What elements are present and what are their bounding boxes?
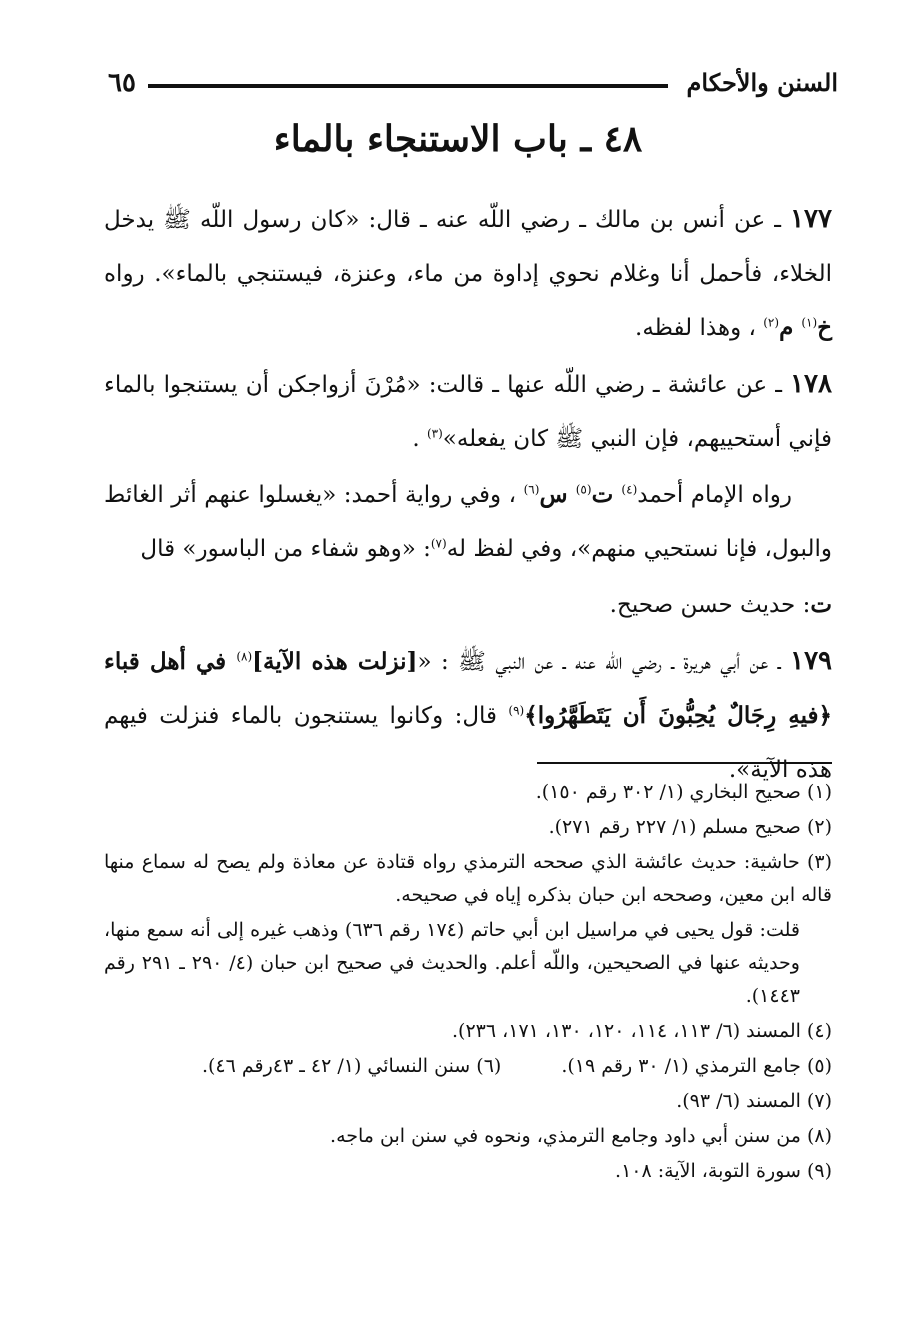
footnote-5-6-row	[104, 1050, 832, 1083]
narration-text: رواه الإمام أحمد	[637, 482, 792, 508]
footnote-4: (٤) المسند (٦/ ١١٣، ١١٤، ١٢٠، ١٣٠، ١٧١، ٢٣٦).	[452, 1020, 832, 1042]
narration-paragraph	[104, 468, 832, 576]
footnote-3: (٣) حاشية: حديث عائشة الذي صححه الترمذي رواه قتادة عن معاذة ولم يصح له سماع منها قاله ابن معين، وصححه ابن حبان بذكره إياه في صحيحه.	[104, 851, 832, 906]
footnotes	[104, 776, 832, 1190]
footnote-ref: (٦)	[523, 482, 540, 497]
footnote-7: (٧) المسند (٦/ ٩٣).	[676, 1090, 832, 1112]
hadith-text: ـ عن أنس بن مالك ـ رضي اللّه عنه ـ قال: «كان رسول اللّه ﷺ يدخل الخلاء، فأحمل أنا وغلام نحوي إداوة من ماء، وعنزة، فيستنجي بالماء». رواه	[104, 207, 832, 287]
narration-text: : «وهو شفاء من الباسور» قال	[140, 536, 431, 562]
footnote-ref: (٨)	[236, 649, 253, 664]
hadith-text: ـ عن عائشة ـ رضي اللّه عنها ـ قالت: «مُرْنَ أزواجكن أن يستنجوا بالماء فإني أستحييهم، فإن النبي ﷺ كان يفعله»	[104, 372, 832, 452]
hadith-tail: .	[412, 426, 427, 452]
footnote-6: (٦) سنن النسائي (١/ ٤٢ ـ ٤٣رقم ٤٦).	[201, 1055, 502, 1077]
footnote-5: (٥) جامع الترمذي (١/ ٣٠ رقم ١٩).	[561, 1055, 832, 1077]
footnote-ref: (٤)	[621, 482, 638, 497]
book-title: السنن والأحكام	[686, 68, 838, 97]
source-ref: س	[539, 481, 576, 508]
hadith-number: ١٧٨	[790, 369, 832, 399]
footnote-ref: (٩)	[508, 703, 525, 718]
hadith-178	[104, 357, 832, 466]
chapter-title: ٤٨ ـ باب الاستنجاء بالماء	[273, 118, 643, 160]
hadith-text: ـ عن أبي هريرة ـ رضي اللّه عنه ـ عن النبي ﷺ : «	[417, 649, 791, 675]
footnote-divider	[537, 762, 832, 764]
hadith-number: ١٧٩	[790, 646, 833, 676]
source-ref: خ	[817, 314, 832, 341]
page-header	[108, 68, 838, 108]
grading-text: : حديث حسن صحيح.	[609, 592, 811, 618]
footnote-ref: (٧)	[430, 536, 447, 551]
footnote-1: (١) صحيح البخاري (١/ ٣٠٢ رقم ١٥٠).	[535, 781, 832, 803]
source-ref: ت	[591, 481, 622, 508]
footnote-3-continued: قلت: قول يحيى في مراسيل ابن أبي حاتم (١٧٤ رقم ٦٣٦) وذهب غيره إلى أنه سمع منها، وحديثه عنها في الصحيحين، واللّه أعلم. والحديث في صحيح ابن حبان (٤/ ٢٩٠ ـ ٢٩١ رقم ١٤٤٣).	[104, 919, 800, 1007]
bracketed-text: [نزلت هذه الآية]	[252, 648, 418, 675]
footnote-2: (٢) صحيح مسلم (١/ ٢٢٧ رقم ٢٧١).	[548, 816, 832, 838]
header-rule	[148, 84, 668, 88]
grading-line	[104, 578, 832, 632]
quran-verse: في أهل قباء ﴿فيهِ رِجَالٌ يُحِبُّونَ أَن يَتَطَهَّرُوا﴾	[104, 648, 832, 729]
hadith-text: قال: وكانوا يستنجون بالماء فنزلت فيهم هذه الآية».	[104, 703, 832, 783]
footnote-ref: (٢)	[763, 315, 780, 330]
hadith-number: ١٧٧	[790, 204, 832, 234]
narration-text: ، وفي رواية أحمد: «يغسلوا عنهم أثر الغائط والبول، فإنا نستحيي منهم»، وفي لفظ له	[104, 482, 832, 562]
source-ref: ت	[810, 591, 832, 618]
hadith-179	[104, 634, 832, 797]
hadith-177	[104, 192, 832, 355]
footnote-ref: (٣)	[426, 426, 443, 441]
hadith-tail: ، وهذا لفظه.	[635, 315, 764, 341]
footnote-9: (٩) سورة التوبة، الآية: ١٠٨.	[615, 1160, 832, 1182]
footnote-8: (٨) من سنن أبي داود وجامع الترمذي، ونحوه في سنن ابن ماجه.	[330, 1125, 832, 1147]
main-text	[104, 192, 832, 799]
page-number: ٦٥	[108, 68, 136, 98]
footnote-ref: (١)	[801, 315, 818, 330]
source-ref: م	[779, 314, 802, 341]
footnote-ref: (٥)	[575, 482, 592, 497]
